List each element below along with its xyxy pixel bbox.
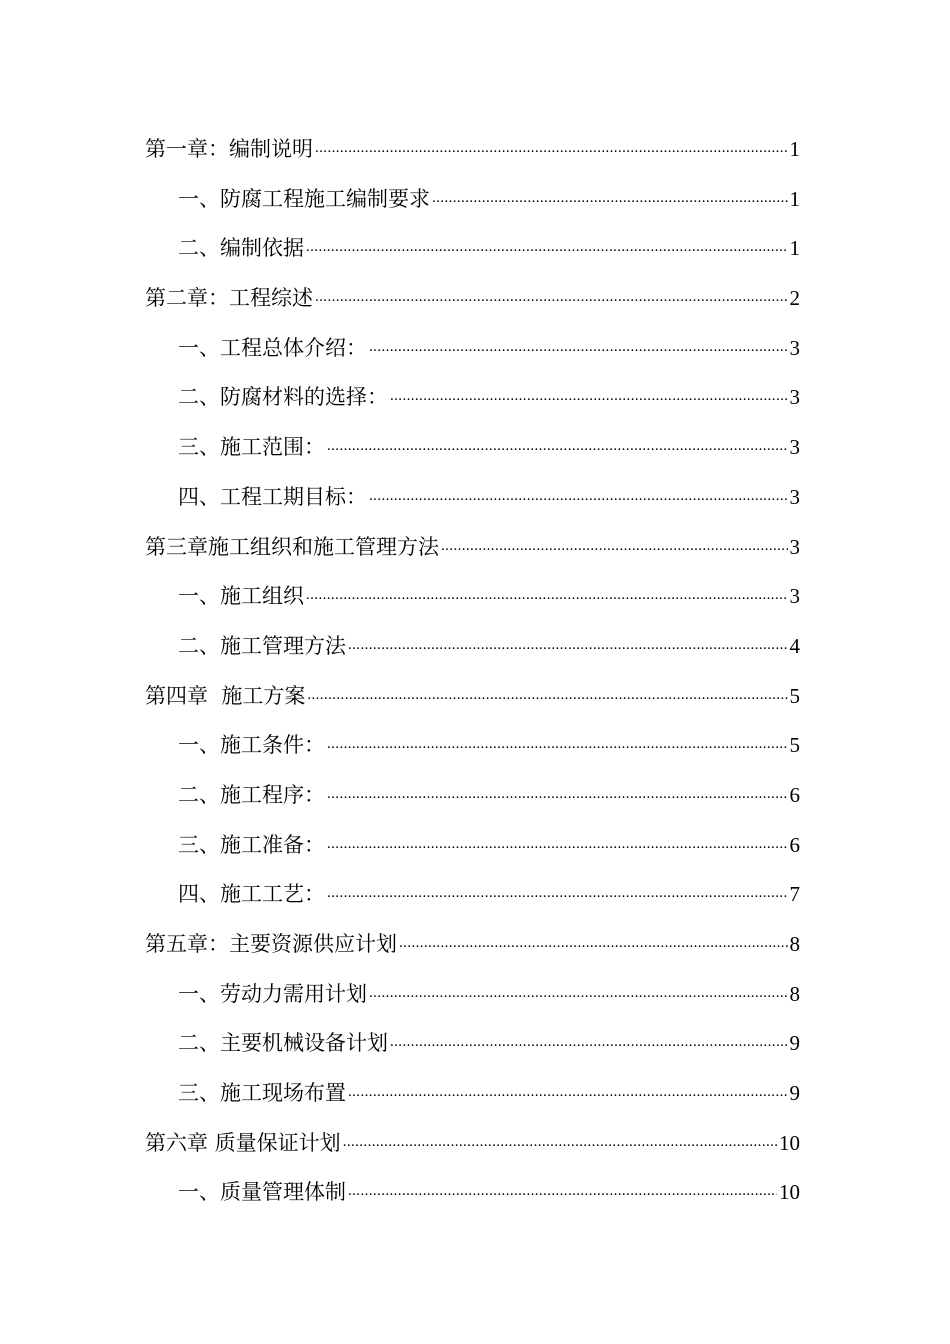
toc-page-number: 1 xyxy=(789,186,800,211)
toc-dot-leader xyxy=(315,135,788,156)
toc-dot-leader xyxy=(315,284,788,305)
toc-entry[interactable] xyxy=(145,870,800,920)
toc-entry-title: 四、施工工艺： xyxy=(178,882,325,907)
toc-entry[interactable] xyxy=(145,125,800,175)
toc-page-number: 6 xyxy=(789,782,800,807)
toc-entry-title: 一、工程总体介绍： xyxy=(178,335,367,360)
toc-dot-leader xyxy=(348,1079,788,1100)
toc-entry-title: 二、主要机械设备计划 xyxy=(178,1031,388,1056)
toc-dot-leader xyxy=(327,731,788,752)
toc-entry-title: 一、施工组织 xyxy=(178,584,304,609)
toc-entry[interactable] xyxy=(145,771,800,821)
toc-page-number: 3 xyxy=(789,584,800,609)
toc-page-number: 6 xyxy=(789,832,800,857)
toc-entry[interactable] xyxy=(145,1069,800,1119)
toc-dot-leader xyxy=(441,533,788,554)
toc-entry[interactable] xyxy=(145,373,800,423)
toc-entry[interactable] xyxy=(145,970,800,1020)
toc-entry-title: 第六章 质量保证计划 xyxy=(145,1130,341,1155)
toc-entry[interactable] xyxy=(145,1119,800,1169)
toc-entry-title: 三、施工现场布置 xyxy=(178,1081,346,1106)
toc-entry[interactable] xyxy=(145,224,800,274)
toc-entry[interactable] xyxy=(145,622,800,672)
toc-dot-leader xyxy=(327,781,788,802)
toc-entry-title: 第五章：主要资源供应计划 xyxy=(145,932,397,956)
toc-entry-title: 一、质量管理体制 xyxy=(178,1180,346,1205)
toc-entry-title: 第一章：编制说明 xyxy=(145,137,313,161)
toc-page-number: 3 xyxy=(789,484,800,509)
toc-dot-leader xyxy=(348,1178,777,1199)
toc-dot-leader xyxy=(343,1129,777,1150)
toc-entry[interactable] xyxy=(145,821,800,871)
toc-entry-title: 四、工程工期目标： xyxy=(178,484,367,509)
toc-page-number: 4 xyxy=(789,633,800,658)
toc-page-number: 3 xyxy=(789,385,800,410)
toc-dot-leader xyxy=(306,234,788,255)
toc-page-number: 5 xyxy=(789,733,800,758)
toc-entry[interactable] xyxy=(145,175,800,225)
toc-page-number: 10 xyxy=(779,1180,800,1205)
toc-dot-leader xyxy=(327,433,788,454)
toc-entry[interactable] xyxy=(145,274,800,324)
toc-entry-title: 一、劳动力需用计划 xyxy=(178,981,367,1006)
toc-page-number: 2 xyxy=(789,286,800,311)
toc-dot-leader xyxy=(432,185,788,206)
toc-entry-title: 第四章 施工方案 xyxy=(145,683,306,708)
toc-dot-leader xyxy=(390,1029,788,1050)
toc-page-number: 7 xyxy=(789,882,800,907)
toc-dot-leader xyxy=(307,682,787,703)
toc-entry[interactable] xyxy=(145,473,800,523)
toc-entry[interactable] xyxy=(145,920,800,970)
toc-dot-leader xyxy=(348,632,788,653)
toc-entry-title: 二、施工程序： xyxy=(178,782,325,807)
toc-page-number: 10 xyxy=(779,1130,800,1155)
toc-entry[interactable] xyxy=(145,572,800,622)
toc-page-number: 1 xyxy=(789,137,800,161)
toc-dot-leader xyxy=(369,334,788,355)
toc-dot-leader xyxy=(306,582,788,603)
toc-page-number: 5 xyxy=(789,683,800,708)
toc-entry[interactable] xyxy=(145,523,800,573)
toc-entry[interactable] xyxy=(145,721,800,771)
toc-entry[interactable] xyxy=(145,672,800,722)
toc-dot-leader xyxy=(369,483,788,504)
toc-entry-title: 第二章：工程综述 xyxy=(145,286,313,311)
toc-dot-leader xyxy=(369,980,788,1001)
table-of-contents xyxy=(145,125,800,1218)
toc-page-number: 9 xyxy=(789,1081,800,1106)
toc-page-number: 3 xyxy=(789,435,800,460)
toc-entry-title: 三、施工范围： xyxy=(178,435,325,460)
toc-entry[interactable] xyxy=(145,1019,800,1069)
toc-entry-title: 三、施工准备： xyxy=(178,832,325,857)
toc-entry[interactable] xyxy=(145,1168,800,1218)
toc-entry-title: 一、防腐工程施工编制要求 xyxy=(178,186,430,211)
toc-page-number: 3 xyxy=(789,335,800,360)
toc-entry-title: 一、施工条件： xyxy=(178,733,325,758)
toc-entry-title: 二、施工管理方法 xyxy=(178,633,346,658)
toc-page-number: 8 xyxy=(789,932,800,956)
toc-page-number: 8 xyxy=(789,981,800,1006)
toc-page-number: 1 xyxy=(789,236,800,261)
toc-dot-leader xyxy=(390,383,788,404)
toc-entry[interactable] xyxy=(145,423,800,473)
toc-entry-title: 第三章施工组织和施工管理方法 xyxy=(145,534,439,559)
toc-entry-title: 二、编制依据 xyxy=(178,236,304,261)
toc-page-number: 9 xyxy=(789,1031,800,1056)
toc-dot-leader xyxy=(399,930,788,951)
toc-dot-leader xyxy=(327,831,788,852)
toc-page-number: 3 xyxy=(789,534,800,559)
toc-entry[interactable] xyxy=(145,324,800,374)
toc-entry-title: 二、防腐材料的选择： xyxy=(178,385,388,410)
toc-dot-leader xyxy=(327,880,788,901)
